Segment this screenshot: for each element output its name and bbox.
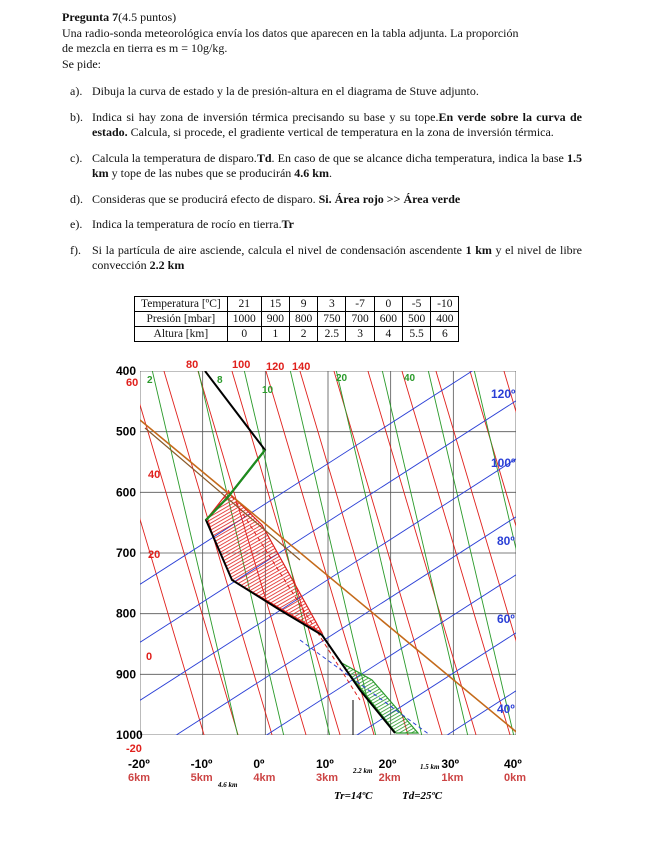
table-row: Presión [mbar] 1000 900 800 750 700 600 500 400 [135,312,459,327]
item-c: c). Calcula la temperatura de disparo.Td. En caso de que se alcance dicha temperatura, indica la base 1.5 km y tope de las nubes que se producirán 4.6 km. [70,150,582,180]
pressure-tick-label: 800 [116,606,137,621]
item-a: a). Dibuja la curva de estado y la de presión-altura en el diagrama de Stuve adjunto. [70,84,479,98]
item-b-answer: En verde sobre la curva de estado. [92,109,582,139]
annotation-4-6km: 4.6 km [218,781,238,789]
question-intro-3: Se pide: [62,56,101,71]
height-tick-label: 3km [316,772,339,784]
pressure-tick-label: 500 [116,424,137,439]
temperature-tick-label: 40º [504,757,522,771]
table-row: Temperatura [ºC] 21 15 9 3 -7 0 -5 -10 [135,297,459,312]
item-d: d). Consideras que se producirá efecto de disparo. Si. Área rojo >> Área verde [70,191,461,206]
blue-line-label: 100º [491,456,516,470]
red-line-label: 100 [232,359,251,371]
moist-adiabat-line [100,620,536,848]
moist-adiabat-line [100,736,536,848]
height-tick-label: 1km [441,772,464,784]
temperature-tick-label: 0º [253,757,265,771]
green-line-label: 20 [336,373,348,384]
item-e: e). Indica la temperatura de rocío en tierra.Tr [70,217,295,231]
height-tick-label: 5km [190,772,213,784]
question-title: Pregunta 7(4.5 puntos) [62,10,177,24]
pressure-tick-label: 700 [116,546,137,560]
temperature-tick-label: 30º [441,757,460,771]
temperature-tick-label: -10º [190,757,213,771]
mixing-ratio-line [518,361,608,745]
dry-adiabat-line [532,351,652,755]
green-line-label: 2 [147,375,153,386]
temperature-tick-label: 10º [316,757,334,771]
red-line-label: 120 [266,361,285,373]
pressure-tick-label: 1000 [116,728,143,742]
question-intro-2: de mezcla en tierra es m = 10g/kg. [62,41,228,55]
green-line-label: 8 [217,375,223,386]
green-line-label: 40 [404,373,416,384]
annotation-2-2km: 2.2 km [353,767,373,775]
red-line-label: 140 [292,361,311,373]
temperature-tick-label: 20º [378,757,397,771]
red-line-label: 0 [146,651,153,663]
green-line-label: 10 [262,385,274,396]
pressure-tick-label: 900 [116,667,137,682]
blue-line-label: 80º [497,534,515,548]
blue-line-label: 60º [497,612,515,626]
temperature-tick-label: -20º [128,757,150,771]
height-tick-label: 4km [253,772,276,784]
annotation-1-5km: 1.5 km [420,763,440,771]
pressure-tick-label: 400 [116,364,137,378]
item-b: b). Indica si hay zona de inversión térmica precisando su base y su tope.En verde sobre la curva de estado. Calcula, si procede, el gradiente vertical de temperatura en la zona de inversión térmica. [70,109,582,139]
height-tick-label: 0km [504,772,527,784]
pressure-tick-label: 600 [116,485,137,500]
red-line-label: 40 [148,469,161,481]
red-line-label: 60 [126,377,139,389]
green-area [340,662,418,733]
annotation-td: Td=25ºC [402,790,443,802]
question-intro-1: Una radio-sonda meteorológica envía los datos que aparecen en la tabla adjunta. La proporción [62,25,519,40]
blue-line-label: 40º [497,702,515,716]
red-line-label: -20 [126,743,142,755]
table-row: Altura [km] 0 1 2 2.5 3 4 5.5 6 [135,327,459,342]
item-f: f). Si la partícula de aire asciende, calcula el nivel de condensación ascendente 1 km y el nivel de libre convección 2.2 km [70,242,582,272]
red-line-label: 20 [148,549,161,561]
annotation-tr: Tr=14ºC [334,790,373,802]
blue-line-label: 120º [491,387,516,401]
height-tick-label: 6km [128,772,151,784]
height-tick-label: 2km [378,772,401,784]
red-line-label: 80 [186,359,199,371]
